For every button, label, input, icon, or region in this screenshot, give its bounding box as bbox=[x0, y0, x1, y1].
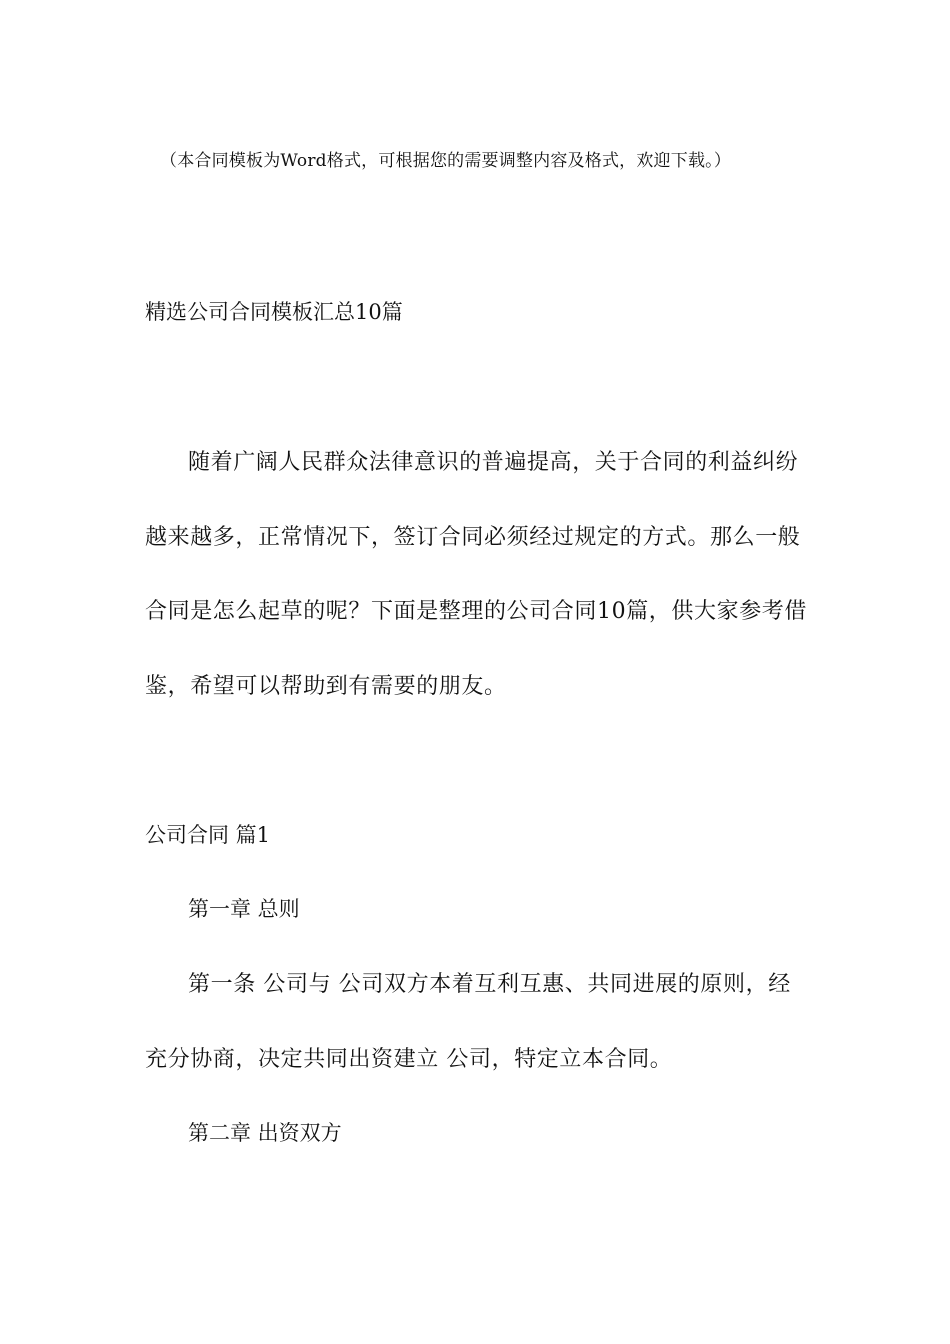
article-1-line-2: 充分协商，决定共同出资建立 公司，特定立本合同。 bbox=[145, 1047, 673, 1072]
document-title: 精选公司合同模板汇总10篇 bbox=[145, 300, 403, 324]
section-title: 公司合同 篇1 bbox=[145, 823, 271, 847]
template-note: （本合同模板为Word格式，可根据您的需要调整内容及格式，欢迎下载。） bbox=[160, 151, 732, 171]
chapter-2-heading: 第二章 出资双方 bbox=[188, 1121, 342, 1145]
intro-line-1: 随着广阔人民群众法律意识的普遍提高，关于合同的利益纠纷 bbox=[188, 450, 799, 475]
intro-line-4: 鉴，希望可以帮助到有需要的朋友。 bbox=[145, 674, 507, 699]
article-1-line-1: 第一条 公司与 公司双方本着互利互惠、共同进展的原则，经 bbox=[188, 972, 791, 997]
intro-line-2: 越来越多，正常情况下，签订合同必须经过规定的方式。那么一般 bbox=[145, 525, 801, 550]
chapter-1-heading: 第一章 总则 bbox=[188, 897, 300, 921]
intro-line-3: 合同是怎么起草的呢？下面是整理的公司合同10篇，供大家参考借 bbox=[145, 599, 807, 624]
